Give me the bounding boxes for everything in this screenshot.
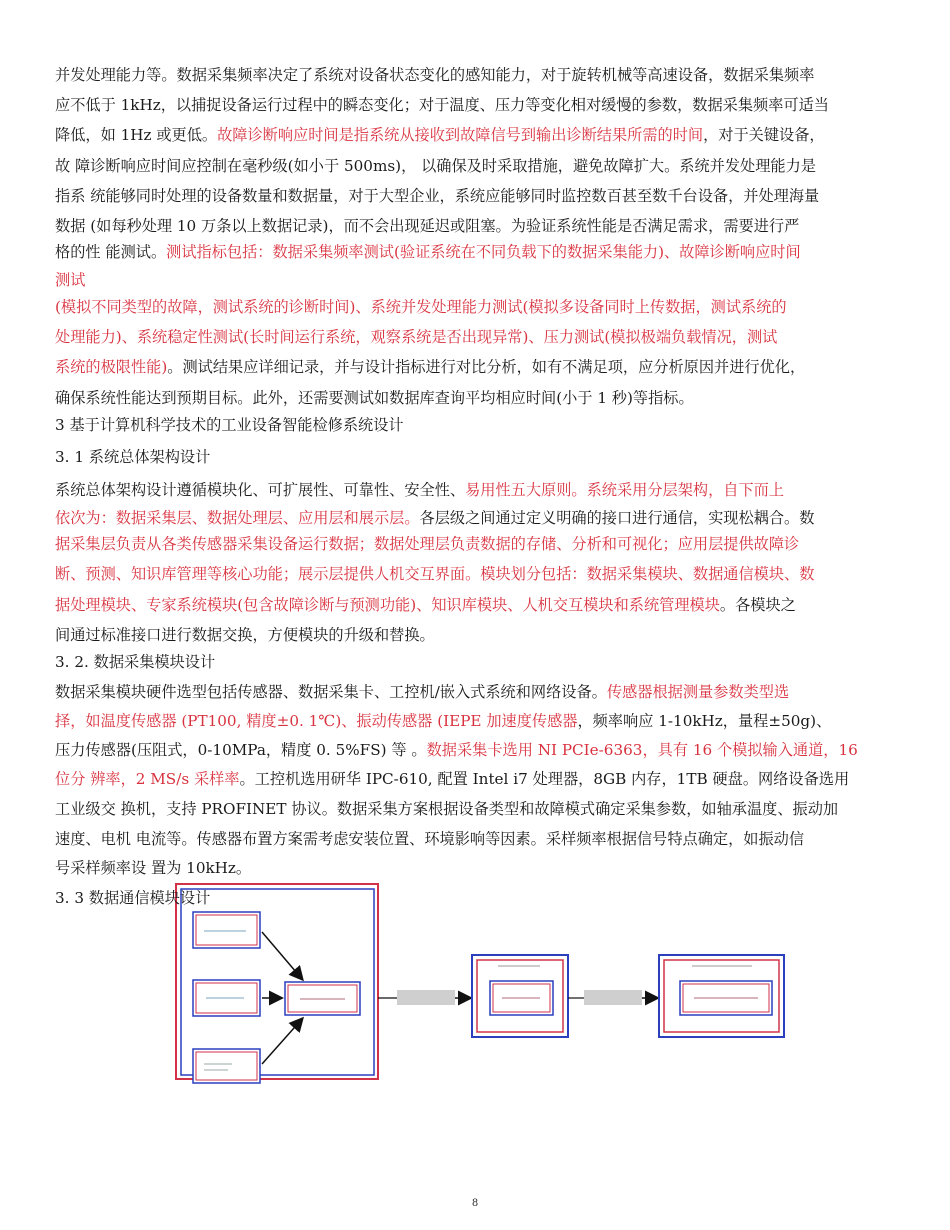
subsection-heading: 3. 3 数据通信模块设计 bbox=[55, 889, 211, 907]
text-span: 。测试结果应详细记录，并与设计指标进行对比分析，如有不满足项，应分析原因并进行优化， bbox=[167, 358, 806, 376]
subsection-heading: 3. 1 系统总体架构设计 bbox=[55, 448, 211, 466]
text-line: 号采样频率设 置为 10kHz。 bbox=[55, 859, 252, 877]
highlighted-text: 据处理模块、专家系统模块(包含故障诊断与预测功能)、知识库模块、人机交互模块和系统管理模块 bbox=[55, 596, 720, 614]
connector-label bbox=[584, 990, 642, 1005]
highlighted-text-line: (模拟不同类型的故障，测试系统的诊断时间)、系统并发处理能力测试(模拟多设备同时上传数据，测试系统的 bbox=[55, 298, 787, 316]
highlighted-text: 依次为：数据采集层、数据处理层、应用层和展示层。 bbox=[55, 509, 420, 527]
text-line: 数据 (如每秒处理 10 万条以上数据记录)，而不会出现延迟或阻塞。为验证系统性能是否满足需求，需要进行严 bbox=[55, 217, 800, 235]
page-number: 8 bbox=[471, 1198, 479, 1209]
text-line: 应不低于 1kHz，以捕捉设备运行过程中的瞬态变化；对于温度、压力等变化相对缓慢的参数，数据采集频率可适当 bbox=[55, 96, 829, 114]
highlighted-text: 测试指标包括：数据采集频率测试(验证系统在不同负载下的数据采集能力)、故障诊断响应时间 bbox=[166, 243, 801, 261]
text-span: 各层级之间通过定义明确的接口进行通信，实现松耦合。数 bbox=[419, 509, 815, 527]
connector-arrow bbox=[262, 1019, 302, 1064]
text-line: 确保系统性能达到预期目标。此外，还需要测试如数据库查询平均相应时间(小于 1 秒)等指标。 bbox=[55, 389, 694, 407]
highlighted-text: 系统的极限性能) bbox=[55, 358, 168, 376]
section-heading: 3 基于计算机科学技术的工业设备智能检修系统设计 bbox=[55, 416, 404, 434]
text-line: 指系 统能够同时处理的设备数量和数据量，对于大型企业，系统应能够同时监控数百甚至数千台设备，并处理海量 bbox=[55, 187, 820, 205]
text-span: 系统总体架构设计遵循模块化、可扩展性、可靠性、安全性、 bbox=[55, 481, 466, 499]
text-span: 数据采集模块硬件选型包括传感器、数据采集卡、工控机/嵌入式系统和网络设备。 bbox=[55, 683, 607, 701]
text-span: 格的性 能测试。 bbox=[55, 243, 167, 261]
text-span: 。各模块之 bbox=[719, 596, 796, 614]
text-span: 压力传感器(压阻式，0-10MPa，精度 0. 5%FS) 等 。 bbox=[55, 741, 427, 759]
text-span: ，频率响应 1-10kHz，量程±50g)、 bbox=[577, 712, 832, 730]
highlighted-text: 择，如温度传感器 (PT100, 精度±0. 1℃)、振动传感器 (IEPE 加速度传感器 bbox=[55, 712, 578, 730]
highlighted-text: 传感器根据测量参数类型选 bbox=[606, 683, 790, 701]
connector-arrow bbox=[262, 932, 302, 979]
text-line: 故 障诊断响应时间应控制在毫秒级(如小于 500ms)， 以确保及时采取措施，避免故障扩大。系统并发处理能力是 bbox=[55, 157, 816, 175]
subsection-heading: 3. 2. 数据采集模块设计 bbox=[55, 653, 216, 671]
text-line: 并发处理能力等。数据采集频率决定了系统对设备状态变化的感知能力，对于旋转机械等高速设备，数据采集频率 bbox=[55, 66, 815, 84]
source-box bbox=[193, 1049, 260, 1083]
highlighted-text-line: 处理能力)、系统稳定性测试(长时间运行系统，观察系统是否出现异常)、压力测试(模拟极端负载情况，测试 bbox=[55, 328, 778, 346]
text-line: 工业级交 换机，支持 PROFINET 协议。数据采集方案根据设备类型和故障模式确定采集参数，如轴承温度、振动加 bbox=[55, 800, 839, 818]
highlighted-text-line: 断、预测、知识库管理等核心功能；展示层提供人机交互界面。模块划分包括：数据采集模块、数据通信模块、数 bbox=[55, 565, 815, 583]
highlighted-text: 位分 辨率，2 MS/s 采样率 bbox=[55, 770, 240, 788]
text-span: 。工控机选用研华 IPC-610, 配置 Intel i7 处理器，8GB 内存，1TB 硬盘。网络设备选用 bbox=[239, 770, 850, 788]
text-span: ，对于关键设备， bbox=[703, 126, 825, 144]
text-line: 速度、电机 电流等。传感器布置方案需考虑安装位置、环境影响等因素。采样频率根据信号特点确定，如振动信 bbox=[55, 830, 805, 848]
highlighted-text-line: 测试 bbox=[55, 271, 86, 289]
text-line: 间通过标准接口进行数据交换，方便模块的升级和替换。 bbox=[55, 626, 435, 644]
source-box bbox=[193, 912, 260, 948]
highlighted-text: 易用性五大原则。系统采用分层架构，自下而上 bbox=[465, 481, 784, 499]
highlighted-text-line: 据采集层负责从各类传感器采集设备运行数据；数据处理层负责数据的存储、分析和可视化；应用层提供故障诊 bbox=[55, 535, 800, 553]
highlighted-text: 数据采集卡选用 NI PCIe-6363，具有 16 个模拟输入通道，16 bbox=[426, 741, 858, 759]
text-span: 降低，如 1Hz 或更低。 bbox=[55, 126, 218, 144]
highlighted-text: 故障诊断响应时间是指系统从接收到故障信号到输出诊断结果所需的时间 bbox=[217, 126, 704, 144]
connector-label bbox=[397, 990, 455, 1005]
